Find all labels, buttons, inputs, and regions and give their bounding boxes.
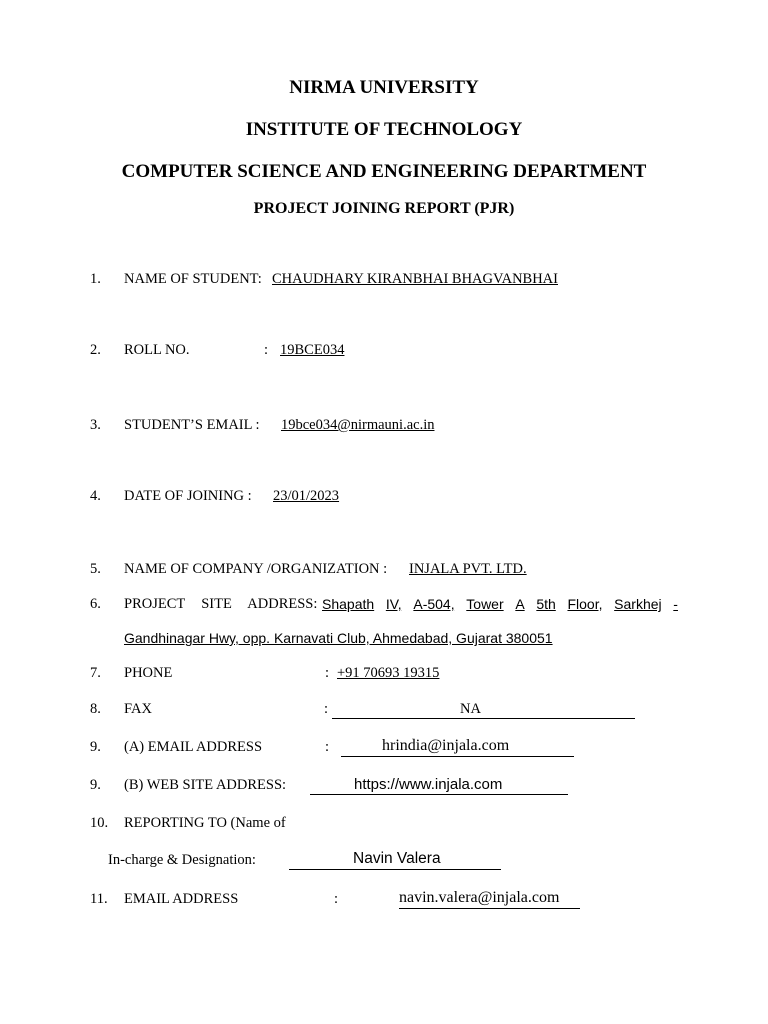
field-number: 7.: [90, 665, 101, 681]
field-separator: :: [325, 665, 330, 681]
field-number: 1.: [90, 271, 101, 287]
field-label: (A) EMAIL ADDRESS: [124, 739, 263, 755]
field-number: 4.: [90, 488, 101, 504]
address-word: A: [515, 596, 525, 612]
field-number: 6.: [90, 596, 101, 612]
field-number: 9.: [90, 739, 101, 755]
address-word: Shapath: [322, 596, 375, 612]
site-address-line-2: Gandhinagar Hwy, opp. Karnavati Club, Ahmedabad, Gujarat 380051: [124, 630, 553, 646]
incharge-email-value: navin.valera@injala.com: [399, 889, 560, 906]
field-separator: :: [334, 891, 339, 907]
field-reporting-to: [0, 812, 768, 834]
company-email-value: hrindia@injala.com: [382, 737, 510, 754]
field-separator: :: [264, 342, 269, 358]
address-word: Tower: [466, 596, 504, 612]
field-number: 8.: [90, 701, 101, 717]
field-label: NAME OF COMPANY /ORGANIZATION :: [124, 561, 388, 577]
department-title: COMPUTER SCIENCE AND ENGINEERING DEPARTMENT: [121, 161, 647, 182]
field-number: 3.: [90, 417, 101, 433]
fax-underline: [332, 698, 635, 719]
field-company-email: [0, 736, 768, 758]
roll-no-value: 19BCE034: [280, 342, 345, 358]
site-address-line-1: [322, 593, 678, 615]
field-label: STUDENT’S EMAIL :: [124, 417, 260, 433]
field-label: REPORTING TO (Name of: [124, 815, 286, 831]
field-date-of-joining: [0, 485, 768, 507]
field-number: 11.: [90, 891, 108, 907]
date-of-joining-value: 23/01/2023: [273, 488, 340, 504]
field-student-name: [0, 268, 768, 290]
phone-value: +91 70693 19315: [337, 665, 440, 681]
label-word: SITE: [201, 596, 232, 612]
field-company: [0, 558, 768, 580]
field-number: 10.: [90, 815, 109, 831]
field-site-address: [0, 593, 768, 615]
address-word: A-504,: [413, 596, 455, 612]
field-website: [0, 774, 768, 796]
student-name-value: CHAUDHARY KIRANBHAI BHAGVANBHAI: [272, 271, 558, 287]
fax-value: NA: [460, 701, 481, 717]
field-label: PHONE: [124, 665, 173, 681]
field-roll-no: [0, 339, 768, 361]
label-word: ADDRESS:: [247, 596, 318, 612]
address-word: 5th: [536, 596, 556, 612]
institute-title: INSTITUTE OF TECHNOLOGY: [245, 119, 523, 140]
field-label: FAX: [124, 701, 152, 717]
field-separator: :: [324, 701, 329, 717]
student-email-value: 19bce034@nirmauni.ac.in: [281, 417, 435, 433]
website-value: https://www.injala.com: [354, 776, 503, 793]
field-number: 5.: [90, 561, 101, 577]
company-value: INJALA PVT. LTD.: [409, 561, 527, 577]
field-reporting-to-cont: [0, 849, 768, 871]
incharge-name-value: Navin Valera: [353, 850, 441, 867]
field-phone: [0, 662, 768, 684]
field-separator: :: [325, 739, 330, 755]
address-word: Floor,: [567, 596, 603, 612]
field-label: In-charge & Designation:: [108, 852, 256, 868]
field-incharge-email: [0, 888, 768, 910]
report-title: PROJECT JOINING REPORT (PJR): [253, 200, 515, 217]
field-number: 2.: [90, 342, 101, 358]
label-word: PROJECT: [124, 596, 185, 612]
field-label: DATE OF JOINING :: [124, 488, 252, 504]
university-title: NIRMA UNIVERSITY: [289, 77, 479, 98]
address-word: IV,: [385, 596, 402, 612]
field-fax: [0, 698, 768, 720]
field-label: ROLL NO.: [124, 342, 190, 358]
field-label: EMAIL ADDRESS: [124, 891, 239, 907]
address-word: Sarkhej: [614, 596, 662, 612]
field-label: (B) WEB SITE ADDRESS:: [124, 777, 287, 793]
field-number: 9.: [90, 777, 101, 793]
field-student-email: [0, 414, 768, 436]
address-word: -: [673, 596, 678, 612]
field-label: NAME OF STUDENT:: [124, 271, 262, 287]
field-label: [124, 593, 317, 615]
field-site-address-cont: [0, 627, 768, 649]
